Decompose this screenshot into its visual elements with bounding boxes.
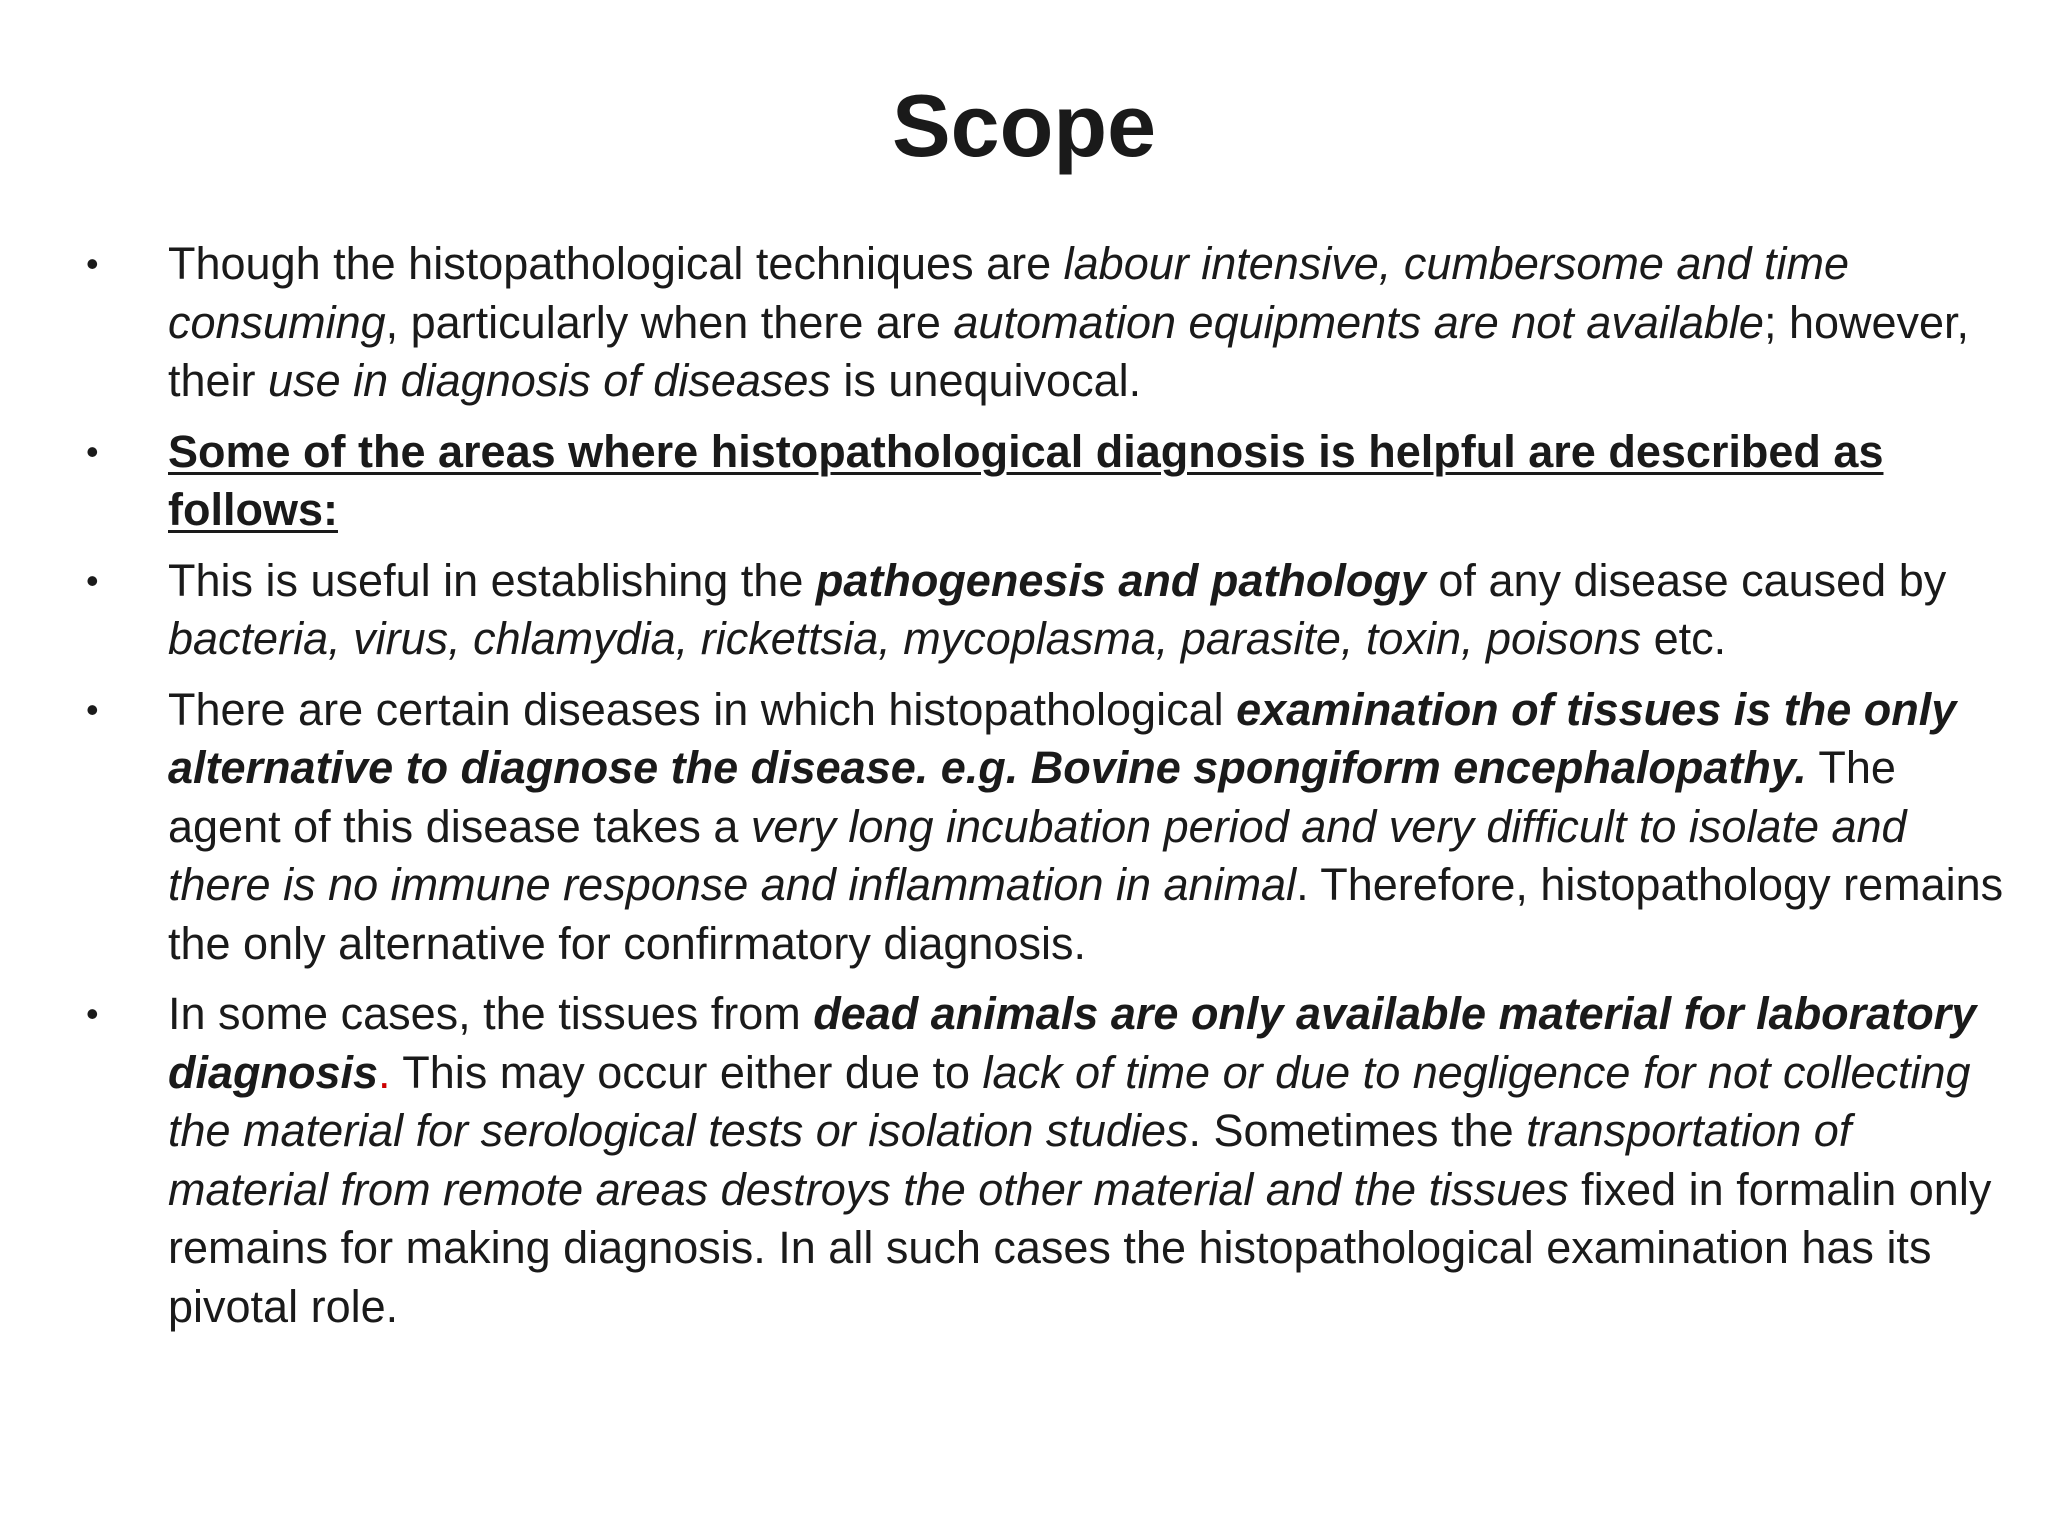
slide-title: Scope xyxy=(891,76,1157,175)
text-run: Though the histopathological techniques are xyxy=(168,238,1064,289)
text-run-italic: automation equipments are not available xyxy=(953,296,1764,348)
bullet-icon: • xyxy=(86,559,99,601)
bullet-text xyxy=(168,426,1883,536)
text-run: etc. xyxy=(1641,613,1727,664)
bullet-text xyxy=(168,684,2003,969)
bullet-icon: • xyxy=(86,430,99,472)
text-run-bold-underline: Some of the areas where histopathological diagnosis is helpful are described as follows: xyxy=(168,425,1884,535)
bullet-text xyxy=(168,555,1946,665)
text-run: The agent of this disease takes a xyxy=(168,742,1896,852)
bullet-list xyxy=(0,235,2048,1348)
text-run: There are certain diseases in which histopathological xyxy=(168,683,1237,735)
text-run-italic: lack of time or due to negligence for not collecting the material for serological tests or isolation studies xyxy=(168,1046,1971,1156)
text-run: . Sometimes the xyxy=(1188,1105,1527,1156)
text-run: . Therefore, histopathology remains the only alternative for confirmatory diagnosis. xyxy=(168,859,2004,969)
text-run: This may occur either due to xyxy=(390,1046,983,1098)
bullet-item xyxy=(0,552,2048,669)
text-run-bold-italic: pathogenesis and pathology xyxy=(815,554,1426,606)
text-run: This is useful in establishing the xyxy=(168,554,816,606)
text-run-bold-italic: dead animals are only available material for laboratory diagnosis xyxy=(168,988,1977,1098)
text-run: In some cases, the tissues from xyxy=(168,988,814,1039)
text-run: is unequivocal. xyxy=(830,355,1142,406)
text-run-italic: very long incubation period and very difficult to isolate and there is no immune response and inflammation in animal xyxy=(168,800,1907,910)
text-run: of any disease caused by xyxy=(1425,554,1947,606)
bullet-text xyxy=(168,238,1969,406)
text-run-bold-italic: examination of tissues is the only alternative to diagnose the disease. e.g. Bovine spongiform encephalopathy. xyxy=(168,683,1957,793)
bullet-item xyxy=(0,985,2048,1336)
text-run: ; however, their xyxy=(168,296,1970,406)
text-run-italic: labour intensive, cumbersome and time consuming xyxy=(168,238,1850,348)
bullet-text xyxy=(168,988,1991,1332)
bullet-icon: • xyxy=(86,688,99,730)
text-run: , particularly when there are xyxy=(385,296,954,348)
bullet-item xyxy=(0,235,2048,411)
text-run-italic: transportation of material from remote areas destroys the other material and the tissues xyxy=(168,1105,1852,1215)
text-run: fixed in formalin only remains for making diagnosis. In all such cases the histopathological examination has its pivotal role. xyxy=(168,1163,1992,1332)
text-run-italic: use in diagnosis of diseases xyxy=(268,355,831,406)
bullet-item xyxy=(0,423,2048,540)
bullet-icon: • xyxy=(86,993,99,1034)
text-run-red: . xyxy=(378,1046,391,1098)
text-run-italic: bacteria, virus, chlamydia, rickettsia, mycoplasma, parasite, toxin, poisons xyxy=(168,613,1642,664)
bullet-icon: • xyxy=(86,243,99,284)
bullet-item xyxy=(0,681,2048,974)
